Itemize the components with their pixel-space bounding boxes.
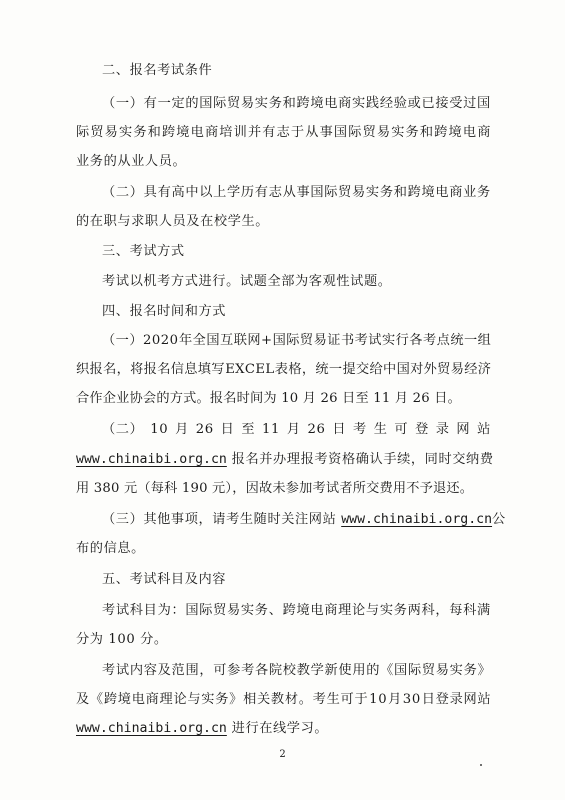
heading-registration-time: 四、报名时间和方式 [102,304,227,319]
text-segment: 至 [241,422,256,437]
paragraph-line: 考试以机考方式进行。试题全部为客观性试题。 [102,274,392,289]
text-segment: 网 [456,422,471,437]
paragraph-line: 考 试 内 容 及 范 围 ， 可 参 考 各 院 校 教 学 新 使 用 的 《 国 际 贸 易 实 务 》 [102,663,491,678]
text-segment: 月 [286,422,301,437]
text-segment: 10 [150,422,169,437]
paragraph-line-spaced [102,421,491,439]
paragraph-line: 业务的从业人员。 [76,154,187,169]
paragraph-line: 分为 100 分。 [76,632,168,647]
text-segment: 进行在线学习。 [226,721,329,736]
paragraph-line: 用 380 元（每科 190 元），因故未参加考试者所交费用不予退还。 [76,481,474,496]
paragraph-line [76,720,328,738]
text-segment: （二） [102,422,144,437]
paragraph-line: 考 试 科 目 为 ： 国 际 贸 易 实 务 、 跨 境 电 商 理 论 与 实 务 两 科 ， 每 科 满 [102,603,491,618]
text-segment: 月 [175,422,189,437]
paragraph-line: 及 《 跨 境 电 商 理 论 与 实 务 》 相 关 教 材 。 考 生 可 于 1 0 月 3 0 日 登 录 网 站 [76,692,491,707]
heading-exam-method: 三、考试方式 [102,244,185,259]
text-segment: 26 [307,422,326,437]
paragraph-line: （ 二 ） 具 有 高 中 以 上 学 历 有 志 从 事 国 际 贸 易 实 务 和 跨 境 电 商 业 务 [102,185,491,200]
text-segment: 11 [261,422,280,437]
text-segment: 26 [195,422,214,437]
text-segment: 登 [415,422,429,437]
text-segment: （三）其他事项，请考生随时关注网站 [102,512,342,527]
paragraph-line: 际 贸 易 实 务 和 跨 境 电 商 培 训 并 有 志 于 从 事 国 际 贸 易 实 务 和 跨 境 电 商 [76,125,491,140]
paragraph-line: 的在职与求职人员及在校学生。 [76,214,270,229]
website-link[interactable]: www.chinaibi.org.cn [76,452,227,467]
paragraph-line: 织 报 名 ， 将 报 名 信 息 填 写 E X C E L 表 格 ， 统 一 提 交 给 中 国 对 外 贸 易 经 济 [76,362,491,377]
heading-registration-conditions: 二、报名考试条件 [102,63,213,78]
website-link[interactable]: www.chinaibi.org.cn [341,512,493,527]
website-link[interactable]: www.chinaibi.org.cn [76,721,227,736]
text-segment: 考 [353,422,367,437]
text-segment: 日 [220,422,235,437]
text-segment: 公 [492,512,506,527]
paragraph-line [102,511,506,529]
scan-speck [480,764,482,766]
text-segment: 生 [373,422,388,437]
text-segment: 录 [435,422,450,437]
text-segment: 日 [332,422,347,437]
text-segment: 站 [477,422,491,437]
paragraph-line: 合作企业协会的方式。报名时间为 10 月 26 日至 11 月 26 日。 [76,391,461,406]
page-number: 2 [279,749,286,760]
paragraph-line: （ 一 ） 有 一 定 的 国 际 贸 易 实 务 和 跨 境 电 商 实 践 经 验 或 已 接 受 过 国 [102,96,491,111]
paragraph-line [76,451,494,469]
heading-exam-subjects: 五、考试科目及内容 [102,572,227,587]
paragraph-line: 布的信息。 [76,541,145,556]
text-segment: 报名并办理报考资格确认手续，同时交纳费 [226,452,494,467]
paragraph-line: （ 一 ） 2 0 2 0 年 全 国 互 联 网 + 国 际 贸 易 证 书 考 试 实 行 各 考 点 统 一 组 [102,333,491,348]
text-segment: 可 [394,422,409,437]
